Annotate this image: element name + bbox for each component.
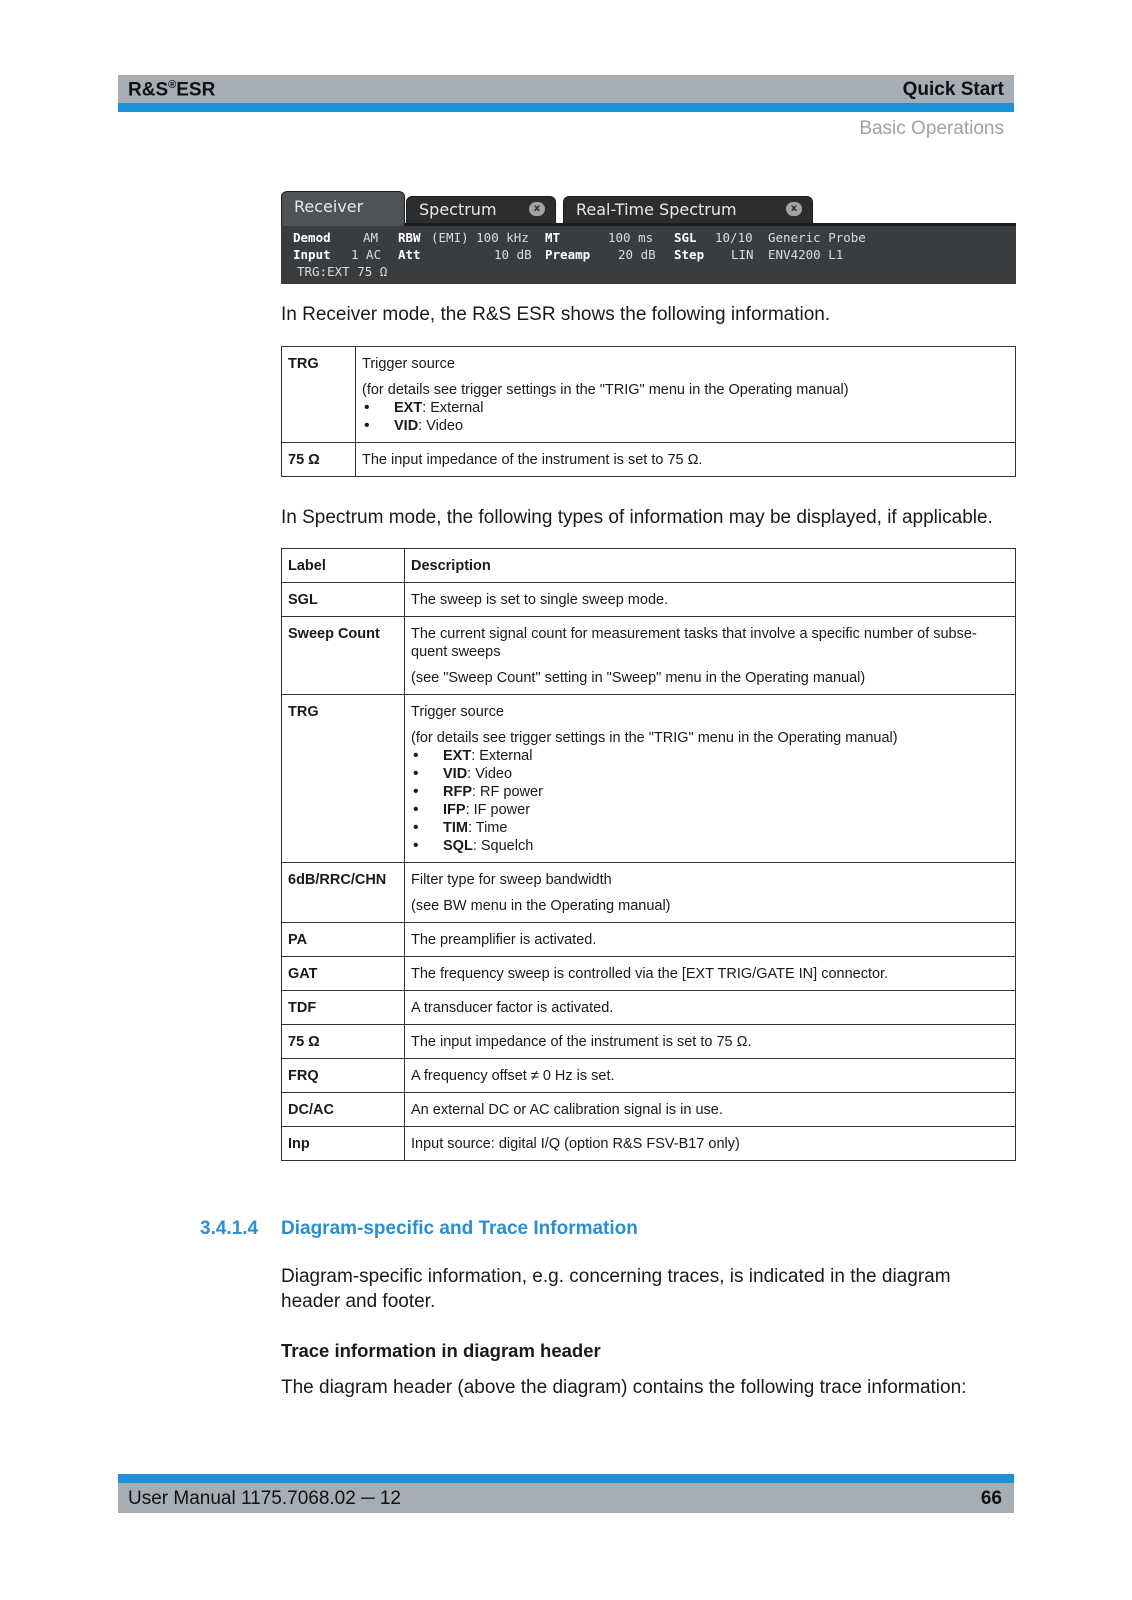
probe-info: Generic Probe [768,230,866,245]
table-row [282,863,1016,923]
table-row [282,695,1016,863]
row-description: The preamplifier is activated. [405,923,1016,957]
table-row [282,617,1016,695]
subheading: Trace information in diagram header [281,1340,601,1361]
rbw-value: (EMI) 100 kHz [431,230,529,245]
row-description: Filter type for sweep bandwidth (see BW menu in the Operating manual) [405,863,1016,923]
trace-header-paragraph: The diagram header (above the diagram) contains the following trace information: [281,1377,967,1398]
close-icon: x [529,202,545,216]
row-description: Trigger source (for details see trigger settings in the "TRIG" menu in the Operating manual) • EXT: External • VID: Video [356,347,1016,443]
header-accent-rule [118,103,1014,112]
preamp-info: Preamp [545,247,591,262]
row-description: An external DC or AC calibration signal is in use. [405,1093,1016,1127]
row-label: SGL [282,583,405,617]
demod-info: Demod [293,230,331,245]
section-number: 3.4.1.4 [200,1218,259,1239]
row-label: Inp [282,1127,405,1161]
column-header-label: Label [282,549,405,583]
row-label: DC/AC [282,1093,405,1127]
list-item: • IFP: IF power [411,801,1009,819]
transducer-info: ENV4200 L1 [768,247,844,262]
list-item: • TIM: Time [411,819,1009,837]
table-row [282,347,1016,443]
table-row [282,443,1016,477]
trigger-info: TRG:EXT 75 Ω [297,264,388,279]
bullet-list [362,399,1009,435]
table-row [282,1127,1016,1161]
row-label: 75 Ω [282,1025,405,1059]
page-header-bar [118,75,1014,103]
footer-accent-rule [118,1474,1014,1483]
table-header-row [282,549,1016,583]
rbw-info: RBW [398,230,421,245]
chapter-title: Quick Start [902,79,1004,100]
receiver-intro: In Receiver mode, the R&S ESR shows the following information. [281,304,831,325]
row-label: PA [282,923,405,957]
row-description: A transducer factor is activated. [405,991,1016,1025]
list-item: • VID: Video [411,765,1009,783]
list-item: • RFP: RF power [411,783,1009,801]
row-description: The frequency sweep is controlled via the [EXT TRIG/GATE IN] connector. [405,957,1016,991]
list-item: • SQL: Squelch [411,837,1009,855]
receiver-status-screenshot [281,192,1016,281]
table-row [282,583,1016,617]
section-paragraph-line-2: header and footer. [281,1291,436,1312]
att-info: Att [398,247,421,262]
table-row [282,1093,1016,1127]
product-name: R&S®ESR [128,79,216,101]
tab-real-time-spectrum: Real-Time Spectrum x [563,196,813,224]
row-label: Sweep Count [282,617,405,695]
att-value: 10 dB [494,247,532,262]
sgl-value: 10/10 [715,230,753,245]
row-description: Trigger source (for details see trigger settings in the "TRIG" menu in the Operating manual) • EXT: External • VID: Video • RFP: RF power • IFP: IF power • TIM: Time • SQL: Squelch [405,695,1016,863]
section-title: Basic Operations [859,118,1004,139]
table-row [282,1025,1016,1059]
row-label: 6dB/RRC/CHN [282,863,405,923]
spectrum-info-table [281,548,1016,1161]
row-label: TRG [282,347,356,443]
column-header-description: Description [405,549,1016,583]
input-info: Input [293,247,331,262]
sgl-info: SGL [674,230,697,245]
section-paragraph-line-1: Diagram-specific information, e.g. concerning traces, is indicated in the diagram [281,1266,951,1287]
row-label: GAT [282,957,405,991]
row-description: The input impedance of the instrument is set to 75 Ω. [405,1025,1016,1059]
input-value: 1 AC [351,247,382,262]
mt-info: MT [545,230,561,245]
row-description: The current signal count for measurement tasks that involve a specific number of subse-quent sweeps (see "Sweep Count" setting in "Sweep" menu in the Operating manual) [405,617,1016,695]
page-number: 66 [980,1488,1002,1509]
step-info: Step [674,247,705,262]
row-description: The sweep is set to single sweep mode. [405,583,1016,617]
tab-receiver: Receiver [281,191,405,226]
demod-value: AM [363,230,379,245]
section-heading: Diagram-specific and Trace Information [281,1218,638,1239]
receiver-info-table [281,346,1016,477]
bullet-list [411,747,1009,855]
row-label: TRG [282,695,405,863]
manual-id: User Manual 1175.7068.02 ─ 12 [128,1488,401,1509]
row-description: Input source: digital I/Q (option R&S FSV-B17 only) [405,1127,1016,1161]
list-item: • VID: Video [362,417,1009,435]
table-row [282,923,1016,957]
row-label: FRQ [282,1059,405,1093]
tab-spectrum: Spectrum x [406,196,556,224]
table-row [282,957,1016,991]
page-footer-bar [118,1483,1014,1513]
preamp-value: 20 dB [618,247,656,262]
row-description: The input impedance of the instrument is set to 75 Ω. [356,443,1016,477]
spectrum-intro: In Spectrum mode, the following types of information may be displayed, if applicable. [281,507,993,528]
row-label: TDF [282,991,405,1025]
channel-bar [281,223,1016,284]
table-row [282,1059,1016,1093]
mt-value: 100 ms [608,230,654,245]
list-item: • EXT: External [362,399,1009,417]
row-description: A frequency offset ≠ 0 Hz is set. [405,1059,1016,1093]
step-value: LIN [731,247,754,262]
close-icon: x [786,202,802,216]
row-label: 75 Ω [282,443,356,477]
table-row [282,991,1016,1025]
list-item: • EXT: External [411,747,1009,765]
